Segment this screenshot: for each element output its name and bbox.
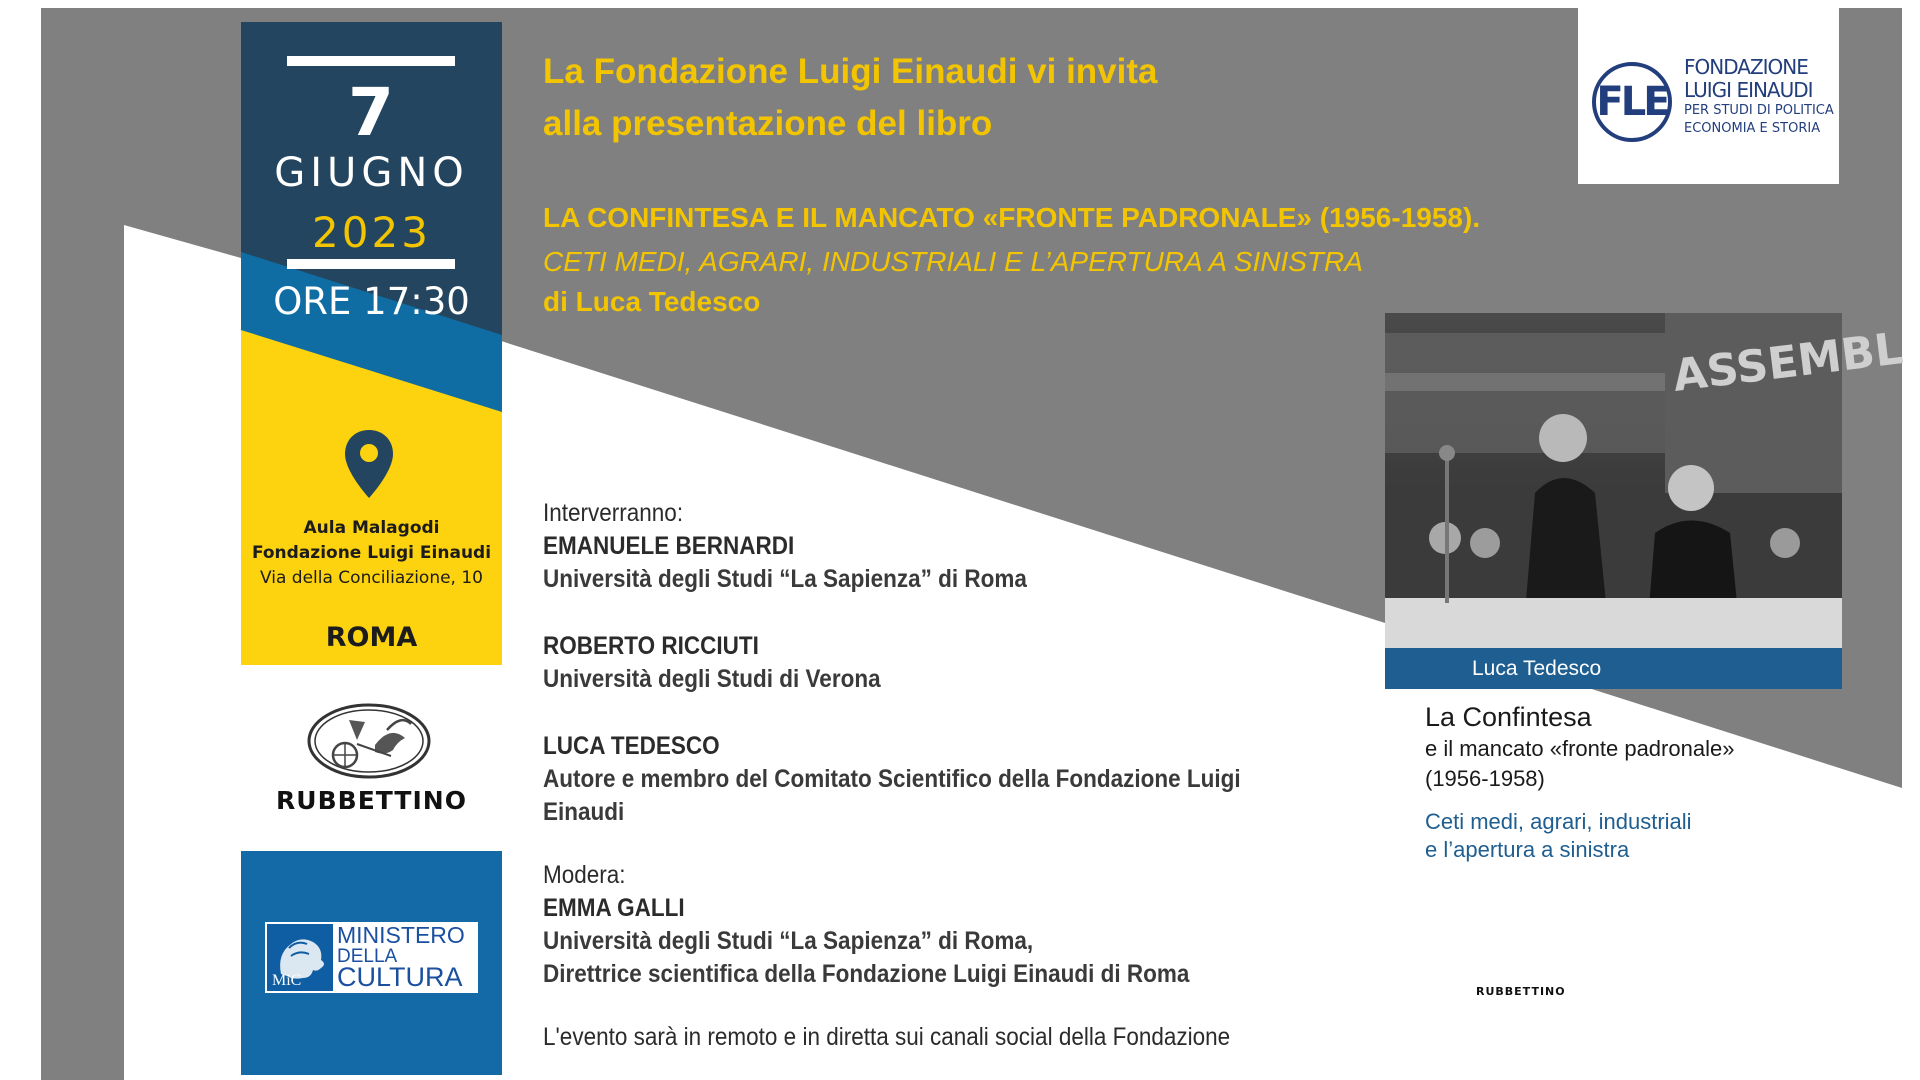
- date-venue-panel: [241, 22, 502, 665]
- book-cover-photo: [1385, 313, 1906, 689]
- foundation-line3: PER STUDI DI POLITICA: [1684, 103, 1834, 118]
- moderator-label: Modera:: [543, 861, 626, 889]
- assembly-photo: [1385, 313, 1906, 689]
- rubbettino-logo-text: RUBBETTINO: [276, 786, 467, 815]
- location-pin-icon: [342, 428, 396, 500]
- foundation-logo: [1578, 8, 1839, 184]
- speaker-affiliation: Università degli Studi “La Sapienza” di Roma: [543, 565, 1027, 593]
- cover-title-line2: e il mancato «fronte padronale»: [1425, 736, 1735, 761]
- invitation-line1: La Fondazione Luigi Einaudi vi invita: [543, 52, 1158, 91]
- foundation-mark-icon: [1592, 62, 1672, 142]
- cover-subtitle-line1: Ceti medi, agrari, industriali: [1425, 809, 1692, 834]
- event-month: GIUGNO: [274, 150, 469, 196]
- speakers-program: [543, 497, 1263, 1054]
- foundation-line4: ECONOMIA E STORIA: [1684, 121, 1821, 136]
- speaker-name: ROBERTO RICCIUTI: [543, 632, 759, 660]
- speaker-name: LUCA TEDESCO: [543, 732, 720, 760]
- ministry-line1: MINISTERO: [337, 922, 465, 948]
- gray-left-frame: [41, 8, 241, 1080]
- venue-city: ROMA: [325, 622, 418, 653]
- speakers-label: Interverranno:: [543, 499, 684, 527]
- cover-subtitle-line2: e l’apertura a sinistra: [1425, 837, 1630, 862]
- venue-organization: Fondazione Luigi Einaudi: [251, 543, 492, 563]
- foundation-name: [1684, 56, 1834, 138]
- ministry-emblem-icon: [267, 924, 333, 991]
- event-note: L'evento sarà in remoto e in diretta sui canali social della Fondazione: [543, 1023, 1231, 1051]
- event-year: 2023: [312, 208, 431, 257]
- ministry-logo: [265, 922, 478, 993]
- book-author: di Luca Tedesco: [543, 286, 761, 317]
- ministry-line2: DELLA: [337, 946, 398, 967]
- photo-sign-text: ASSEMBL: [1670, 323, 1906, 402]
- speaker-name: EMANUELE BERNARDI: [543, 532, 795, 560]
- cover-author-band: [1385, 648, 1842, 689]
- ministry-name: [337, 922, 465, 992]
- cover-title-line1: La Confintesa: [1425, 702, 1592, 732]
- cover-publisher: RUBBETTINO: [1476, 985, 1566, 998]
- invitation-line2: alla presentazione del libro: [543, 104, 993, 143]
- moderator-role: Direttrice scientifica della Fondazione Luigi Einaudi di Roma: [543, 960, 1190, 988]
- rubbettino-emblem-icon: [305, 700, 433, 782]
- moderator-affiliation: Università degli Studi “La Sapienza” di Roma,: [543, 927, 1034, 955]
- date-rule-top: [287, 56, 455, 66]
- speaker-affiliation: Autore e membro del Comitato Scientifico della Fondazione Luigi Einaudi: [543, 765, 1241, 826]
- book-subtitle: CETI MEDI, AGRARI, INDUSTRIALI E L’APERTURA A SINISTRA: [543, 246, 1363, 277]
- date-rule-bottom: [287, 259, 455, 269]
- ministry-abbr: MiC: [272, 972, 302, 989]
- cover-subtitle: [1425, 808, 1692, 864]
- cover-author: Luca Tedesco: [1472, 657, 1602, 680]
- moderator-name: EMMA GALLI: [543, 894, 685, 922]
- event-time: ORE 17:30: [273, 280, 470, 323]
- ministry-panel: [241, 851, 502, 1075]
- event-day: 7: [348, 74, 395, 151]
- venue-address: [241, 516, 502, 591]
- foundation-line2: LUIGI EINAUDI: [1684, 78, 1813, 102]
- cover-title-line3: (1956-1958): [1425, 766, 1545, 791]
- book-title: LA CONFINTESA E IL MANCATO «FRONTE PADRONALE» (1956-1958).: [543, 202, 1481, 233]
- venue-street: Via della Conciliazione, 10: [259, 568, 484, 588]
- venue-room: Aula Malagodi: [303, 518, 440, 538]
- invitation-heading: [543, 46, 1157, 150]
- ministry-line3: CULTURA: [337, 962, 463, 992]
- speaker-affiliation: Università degli Studi di Verona: [543, 665, 881, 693]
- cover-title: [1425, 700, 1734, 794]
- foundation-mark: FLE: [1596, 79, 1668, 125]
- foundation-line1: FONDAZIONE: [1684, 55, 1808, 79]
